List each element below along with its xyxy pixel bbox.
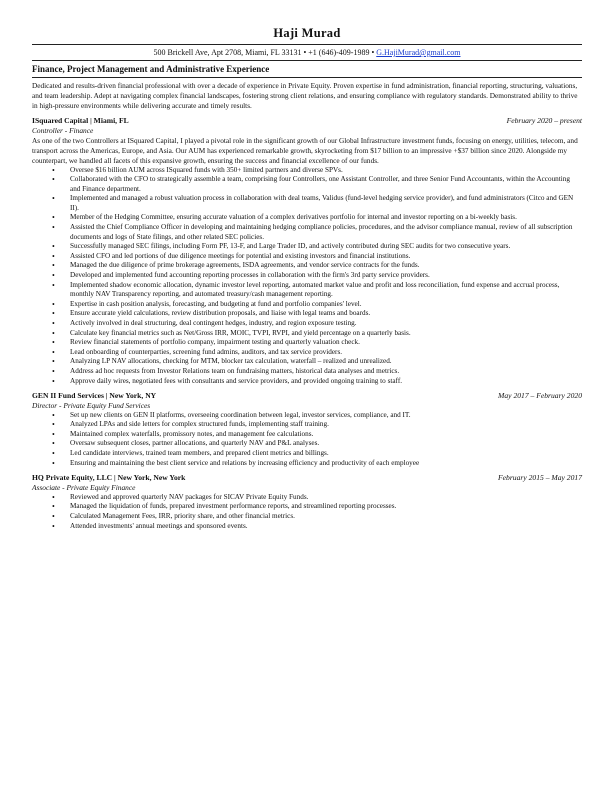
job-role: Controller - Finance	[32, 126, 94, 135]
section-divider	[32, 77, 582, 78]
job-bullet: • Expertise in cash position analysis, forecasting, and budgeting at fund and portfolio companies' level.	[70, 300, 582, 310]
job-bullet: • Actively involved in deal structuring, deal contingent hedges, industry, and region exposure testing.	[70, 319, 582, 329]
job-bullet: • Lead onboarding of counterparties, screening fund admins, auditors, and tax service providers.	[70, 348, 582, 358]
job-bullet: • Assisted CFO and led portions of due diligence meetings for potential and existing investors and financial institutions.	[70, 252, 582, 262]
job-bullet: • Attended investments' annual meetings and sponsored events.	[70, 522, 582, 532]
job-bullets	[32, 166, 582, 387]
job-bullet: • Implemented shadow economic allocation, dynamic investor level reporting, automated market value and profit and loss reconciliation, fund expense and accrual process, monthly NAV Transparency reporting, and automated treasury/cash management reporting.	[70, 281, 582, 300]
contact-line	[32, 45, 582, 60]
job-bullet: • Calculated Management Fees, IRR, priority share, and other financial metrics.	[70, 512, 582, 522]
job-header	[32, 391, 582, 401]
job-bullet: • Ensuring and maintaining the best client service and relations by increasing efficiency and productivity of each employee	[70, 459, 582, 469]
job-bullet: • Managed the due diligence of prime brokerage agreements, ISDA agreements, and vendor service contracts for the funds.	[70, 261, 582, 271]
job-role: Associate - Private Equity Finance	[32, 483, 136, 493]
job-entry	[32, 116, 582, 386]
job-dates: February 2015 – May 2017	[498, 473, 582, 483]
section-title: Finance, Project Management and Administrative Experience	[32, 64, 270, 74]
job-bullet: • Reviewed and approved quarterly NAV packages for SICAV Private Equity Funds.	[70, 493, 582, 503]
job-intro: As one of the two Controllers at ISquared Capital, I played a pivotal role in the significant growth of our Global Infrastructure investment funds, focusing on energy, utilities, telecom, and transport across the Americas, Europe, and Asia. Our AUM has experienced remarkable growth, skyrocketing from $17 billion to an impressive +$37 billion since 2020. Alongside my counterpart, we handled all facets of this expansive growth, ensuring the success and financial excellence of our funds.	[32, 135, 578, 165]
job-bullets	[32, 411, 582, 469]
job-bullet: • Led candidate interviews, trained team members, and prepared client metrics and billings.	[70, 449, 582, 459]
job-bullet: • Set up new clients on GEN II platforms, overseeing coordination between legal, investor services, compliance, and IT.	[70, 411, 582, 421]
job-dates: May 2017 – February 2020	[498, 391, 582, 401]
job-header	[32, 116, 582, 126]
job-bullet: • Ensure accurate yield calculations, review distribution proposals, and liaise with legal teams and boards.	[70, 309, 582, 319]
job-dates: February 2020 – present	[506, 116, 582, 125]
job-bullet: • Assisted the Chief Compliance Officer in developing and maintaining hedging compliance policies, procedures, and the advisor compliance manual, review of all subscription documents and logs of State filings, and other related SEC policies.	[70, 223, 582, 242]
job-bullet: • Address ad hoc requests from Investor Relations team on fundraising matters, historical data analyses and metrics.	[70, 367, 582, 377]
job-bullet: • Approve daily wires, negotiated fees with consultants and service providers, and provided ongoing training to staff.	[70, 377, 582, 387]
job-company: ISquared Capital | Miami, FL	[32, 116, 129, 125]
job-bullet: • Maintained complex waterfalls, promissory notes, and management fee calculations.	[70, 430, 582, 440]
job-bullet: • Calculate key financial metrics such as Net/Gross IRR, MOIC, TVPI, RVPI, and yield percentage on a quarterly basis.	[70, 329, 582, 339]
experience-list	[32, 116, 582, 531]
candidate-name: Haji Murad	[273, 26, 341, 40]
job-header	[32, 473, 582, 483]
job-bullets	[32, 493, 582, 531]
job-company: GEN II Fund Services | New York, NY	[32, 391, 157, 401]
job-bullet: • Collaborated with the CFO to strategically assemble a team, comprising four Controllers, one Assistant Controller, and three Senior Fund Accountants, within the Accounting and Finance department.	[70, 175, 582, 194]
contact-details: 500 Brickell Ave, Apt 2708, Miami, FL 33131 • +1 (646)-409-1989 •	[153, 48, 377, 57]
job-bullet: • Member of the Hedging Committee, ensuring accurate valuation of a complex derivatives portfolio for internal and investor reporting on a bi-weekly basis.	[70, 213, 582, 223]
job-bullet: • Managed the liquidation of funds, prepared investment performance reports, and streamlined reporting processes.	[70, 502, 582, 512]
job-bullet: • Implemented and managed a robust valuation process in collaboration with deal teams, Validus (fund-level hedging service provider), and fund administrators (Citco and GEN II).	[70, 194, 582, 213]
job-entry	[32, 473, 582, 531]
job-bullet: • Developed and implemented fund accounting reporting processes in collaboration with the firm's 3rd party service providers.	[70, 271, 582, 281]
job-bullet: • Oversee $16 billion AUM across ISquared funds with 350+ limited partners and diverse SPVs.	[70, 166, 582, 176]
job-bullet: • Successfully managed SEC filings, including Form PF, 13-F, and Large Trader ID, and actively contributed during SEC audits for two consecutive years.	[70, 242, 582, 252]
job-entry	[32, 391, 582, 468]
job-bullet: • Oversaw subsequent closes, partner allocations, and quarterly NAV and P&L analyses.	[70, 439, 582, 449]
job-bullet: • Analyzed LPAs and side letters for complex structured funds, implementing staff training.	[70, 420, 582, 430]
job-company: HQ Private Equity, LLC | New York, New York	[32, 473, 186, 483]
job-role: Director - Private Equity Fund Services	[32, 401, 151, 411]
professional-summary: Dedicated and results-driven financial professional with over a decade of experience in Private Equity. Proven expertise in fund administration, financial reporting, structuring, valuations, and team leadership. Adept at navigating complex financial landscapes, fostering strong client relations, and ensuring compliance with regulatory standards. Demonstrated ability to thrive in high-pressure environments while delivering accurate and timely results.	[32, 81, 578, 110]
job-bullet: • Review financial statements of portfolio company, impairment testing and quarterly valuation check.	[70, 338, 582, 348]
email-link[interactable]: G.HajiMurad@gmail.com	[376, 48, 461, 57]
job-bullet: • Analyzing LP NAV allocations, checking for MTM, blocker tax calculation, waterfall – realized and unrealized.	[70, 357, 582, 367]
